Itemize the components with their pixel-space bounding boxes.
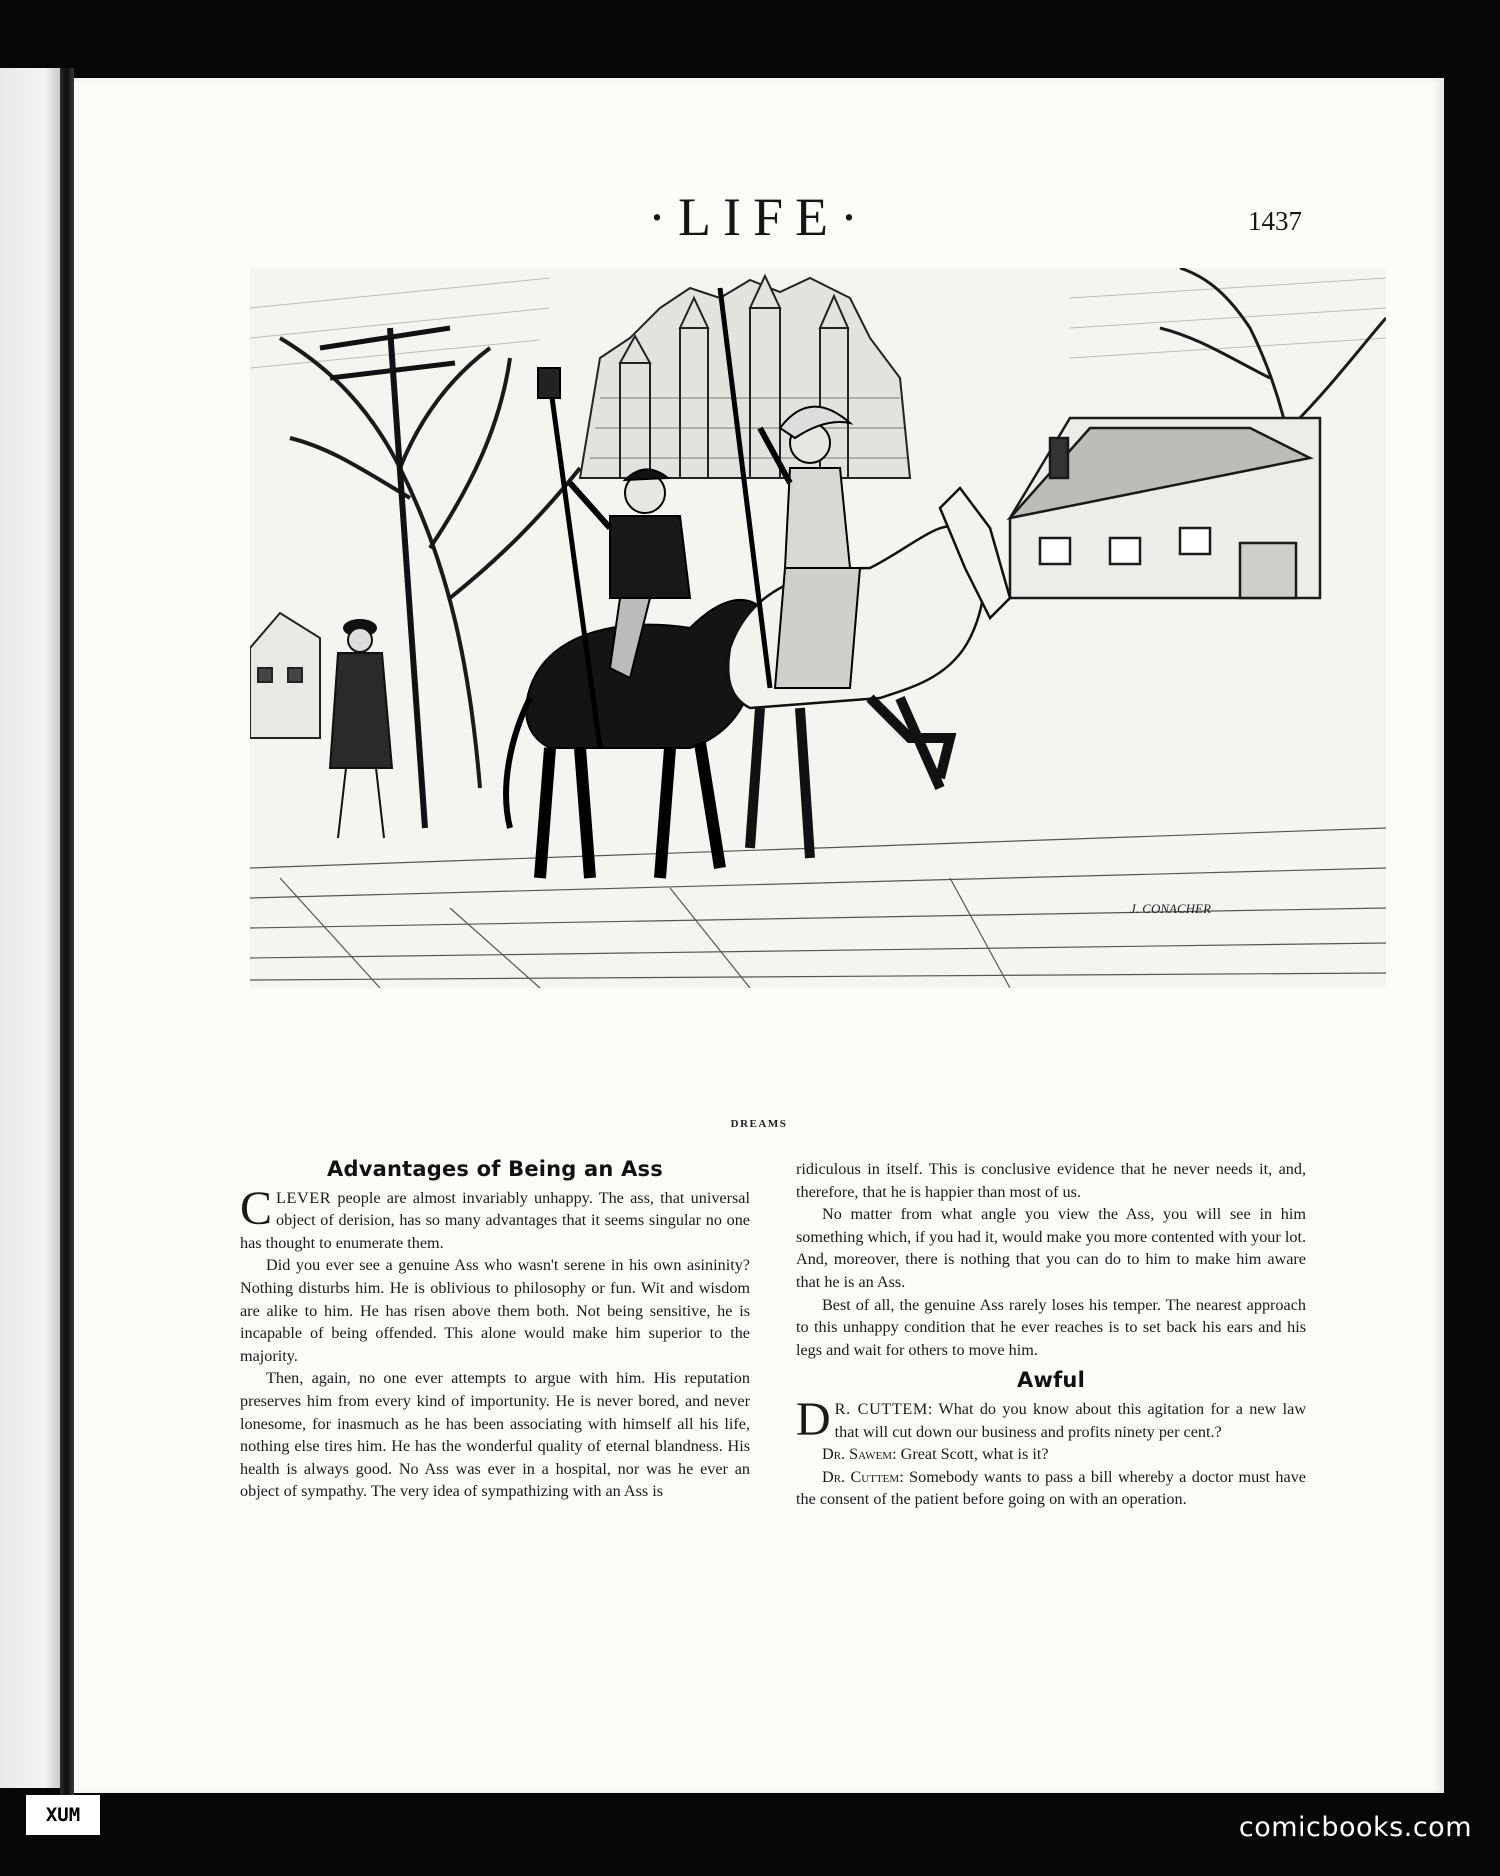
source-watermark: comicbooks.com [1238,1812,1472,1843]
paragraph: Best of all, the genuine Ass rarely loses his temper. The nearest approach to this unhappy condition that he ever reaches is to set back his ears and his legs and wait for others to move him. [796,1295,1306,1359]
speaker-name: Dr. Sawem [822,1445,893,1464]
article-title-awful: Awful [1017,1368,1085,1393]
masthead: ·LIFE· [648,187,870,247]
scan-badge: XUM [26,1795,100,1835]
book-spine [60,68,74,1796]
drop-cap: D [796,1392,831,1446]
illustration-caption: DREAMS [730,1118,788,1130]
speaker-name: Dr. Cuttem [822,1467,900,1486]
facing-page-edge [0,68,64,1788]
article-title-advantages: Advantages of Being an Ass [327,1157,663,1181]
paragraph: Did you ever see a genuine Ass who wasn't serene in his own asininity? Nothing disturbs him. He is oblivious to philosophy or fun. Wit and wisdom are alike to him. He has risen above them both. Not being sensitive, he is incapable of being offended. This alone would make him superior to the majority. [240,1256,750,1365]
paragraph: D R. CUTTEM: What do you know about this agitation for a new law that will cut down our business and profits ninety per cent.? [796,1392,1307,1446]
paragraph: Then, again, no one ever attempts to argue with him. His reputation preserves him from every kind of importunity. He is never bored, and never lonesome, for inasmuch as he has been associating with himself all his life, nothing else tires him. He has the wonderful quality of eternal blandness. His health is always good. No Ass was ever in a hospital, nor was he ever an object of sympathy. The very idea of sympathizing with an Ass is [240,1369,750,1501]
paragraph: CLEVER people are almost invariably unhappy. The ass, that universal object of derision, has so many advantages that it seems singular no one has thought to enumerate them. [240,1181,750,1252]
article-column-right [796,1158,1306,1511]
dialogue-line: Dr. Sawem: Great Scott, what is it? [822,1445,1049,1464]
dreams-illustration [250,268,1386,988]
magazine-page [74,78,1444,1793]
paragraph: No matter from what angle you view the Ass, you will see in him something which, if you had it, would make you more contented with your lot. And, moreover, there is nothing that you can do to him to make him aware that he is an Ass. [796,1205,1306,1291]
article-column-left [240,1158,750,1503]
artist-signature: J. CONACHER [1130,901,1211,916]
dialogue-line: Dr. Cuttem: Somebody wants to pass a bill whereby a doctor must have the consent of the patient before going on with an operation. [796,1467,1306,1509]
paragraph: ridiculous in itself. This is conclusive evidence that he never needs it, and, therefore, that he is happier than most of us. [796,1160,1306,1201]
page-number: 1437 [1248,206,1302,236]
farmhouse-drawing [1010,418,1320,598]
drop-cap: C [240,1181,273,1235]
